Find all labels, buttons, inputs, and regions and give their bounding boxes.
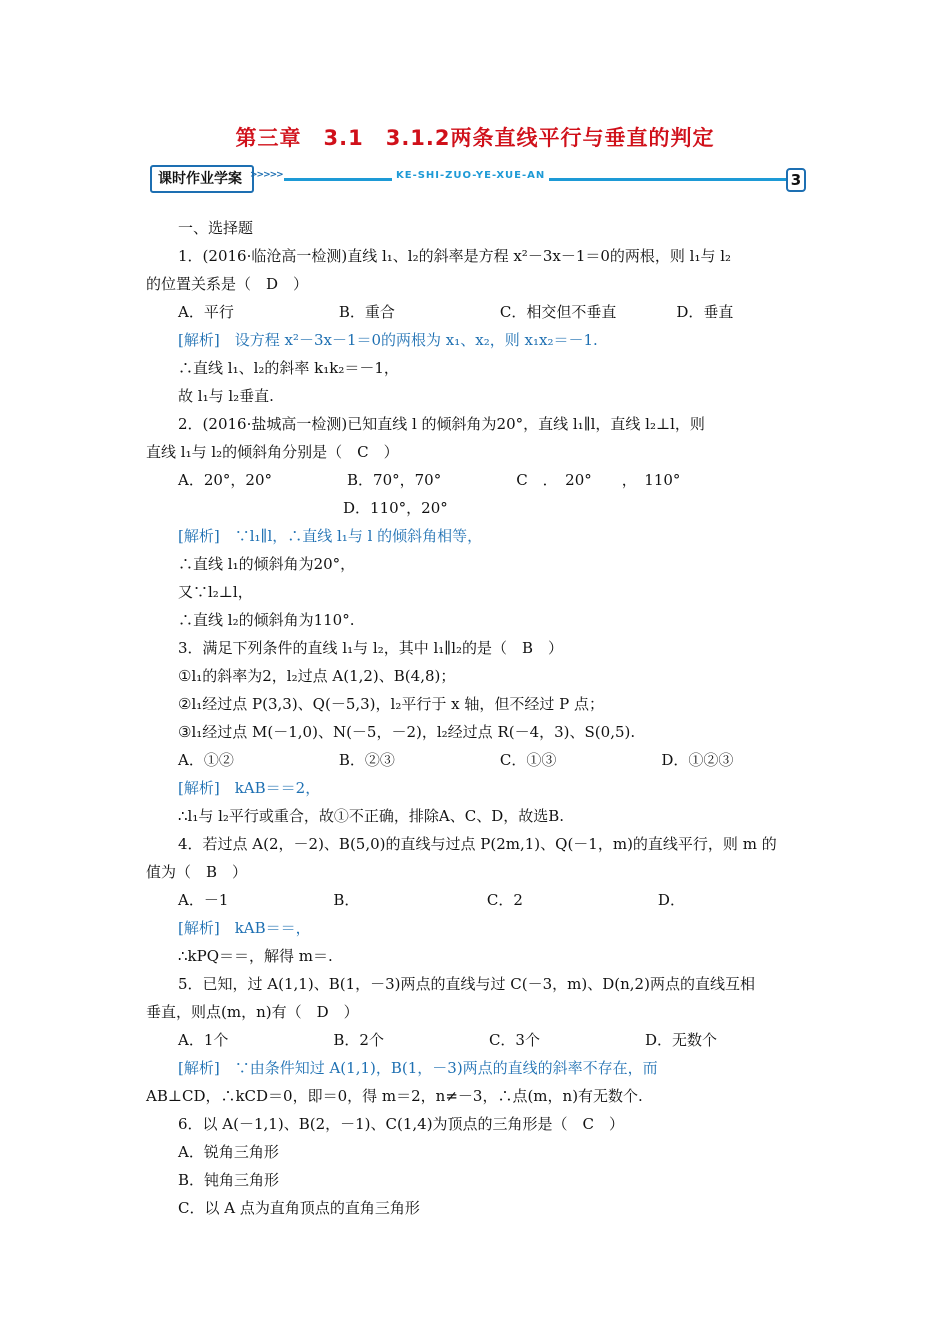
banner-pinyin: KE-SHI-ZUO-YE-XUE-AN — [392, 170, 549, 181]
section-heading: 一、选择题 — [178, 219, 254, 237]
question-1-stem: 1．(2016·临沧高一检测)直线 l₁、l₂的斜率是方程 x²－3x－1＝0的两根，则 l₁与 l₂ — [178, 247, 732, 265]
section-banner — [144, 162, 808, 198]
answer-1-line: ∴直线 l₁、l₂的斜率 k₁k₂＝－1， — [178, 359, 399, 377]
question-2-stem: 2．(2016·盐城高一检测)已知直线 l 的倾斜角为20°，直线 l₁∥l，直线 l₂⊥l，则 — [178, 415, 705, 433]
answer-2-line: 又∵l₂⊥l， — [178, 583, 253, 601]
answer-3-line: ∴l₁与 l₂平行或重合，故①不正确，排除A、C、D，故选B. — [178, 807, 565, 825]
answer-5-line: AB⊥CD，∴kCD＝0，即＝0，得 m＝2，n≠－3，∴点(m，n)有无数个. — [146, 1087, 643, 1105]
page-title: 第三章 3.1 3.1.2两条直线平行与垂直的判定 — [235, 126, 715, 150]
question-4-stem-cont: 值为（ B ） — [146, 863, 248, 881]
question-2-options: A．20°，20° B．70°，70° C ． 20° ， 110° — [178, 471, 681, 489]
question-4-stem: 4．若过点 A(2，－2)、B(5,0)的直线与过点 P(2m,1)、Q(－1，m)的直线平行，则 m 的 — [178, 835, 777, 853]
banner-arrows: >>>>> — [250, 170, 283, 180]
question-4-options: A．－1 B． C．2 D． — [178, 891, 685, 909]
question-3-options: A．①② B．②③ C．①③ D．①②③ — [178, 751, 734, 769]
question-1-options: A．平行 B．重合 C．相交但不垂直 D．垂直 — [178, 303, 734, 321]
answer-2-line: ∴直线 l₁的倾斜角为20°， — [178, 555, 356, 573]
answer-1-analysis: [解析] 设方程 x²－3x－1＝0的两根为 x₁、x₂，则 x₁x₂＝－1. — [178, 331, 598, 349]
question-5-stem-cont: 垂直，则点(m，n)有（ D ） — [146, 1003, 359, 1021]
answer-4-line: ∴kPQ＝＝，解得 m＝. — [178, 947, 333, 965]
answer-2-analysis: [解析] ∵l₁∥l，∴直线 l₁与 l 的倾斜角相等， — [178, 527, 483, 545]
question-5-stem: 5．已知，过 A(1,1)、B(1，－3)两点的直线与过 C(－3，m)、D(n,2)两点的直线互相 — [178, 975, 755, 993]
question-2-stem-cont: 直线 l₁与 l₂的倾斜角分别是（ C ） — [146, 443, 399, 461]
question-6-option-a: A．锐角三角形 — [178, 1143, 279, 1161]
question-3-condition: ①l₁的斜率为2，l₂过点 A(1,2)、B(4,8)； — [178, 667, 456, 685]
banner-label: 课时作业学案 — [150, 165, 254, 193]
banner-number: 3 — [786, 168, 806, 192]
answer-3-analysis: [解析] kAB＝＝2， — [178, 779, 321, 797]
question-3-condition: ②l₁经过点 P(3,3)、Q(－5,3)，l₂平行于 x 轴，但不经过 P 点； — [178, 695, 604, 713]
question-6-option-b: B．钝角三角形 — [178, 1171, 280, 1189]
answer-2-line: ∴直线 l₂的倾斜角为110°. — [178, 611, 355, 629]
question-6-stem: 6．以 A(－1,1)、B(2，－1)、C(1,4)为顶点的三角形是（ C ） — [178, 1115, 625, 1133]
answer-1-line: 故 l₁与 l₂垂直. — [178, 387, 274, 405]
question-1-stem-cont: 的位置关系是（ D ） — [146, 275, 309, 293]
answer-4-analysis: [解析] kAB＝＝， — [178, 919, 311, 937]
question-3-stem: 3．满足下列条件的直线 l₁与 l₂，其中 l₁∥l₂的是（ B ） — [178, 639, 564, 657]
question-5-options: A．1个 B．2个 C．3个 D．无数个 — [178, 1031, 717, 1049]
question-6-option-c: C．以 A 点为直角顶点的直角三角形 — [178, 1199, 420, 1217]
question-2-option-d: D．110°，20° — [343, 499, 448, 517]
question-3-condition: ③l₁经过点 M(－1,0)、N(－5，－2)，l₂经过点 R(－4，3)、S(0,5). — [178, 723, 636, 741]
answer-5-analysis: [解析] ∵由条件知过 A(1,1)，B(1，－3)两点的直线的斜率不存在，而 — [178, 1059, 658, 1077]
